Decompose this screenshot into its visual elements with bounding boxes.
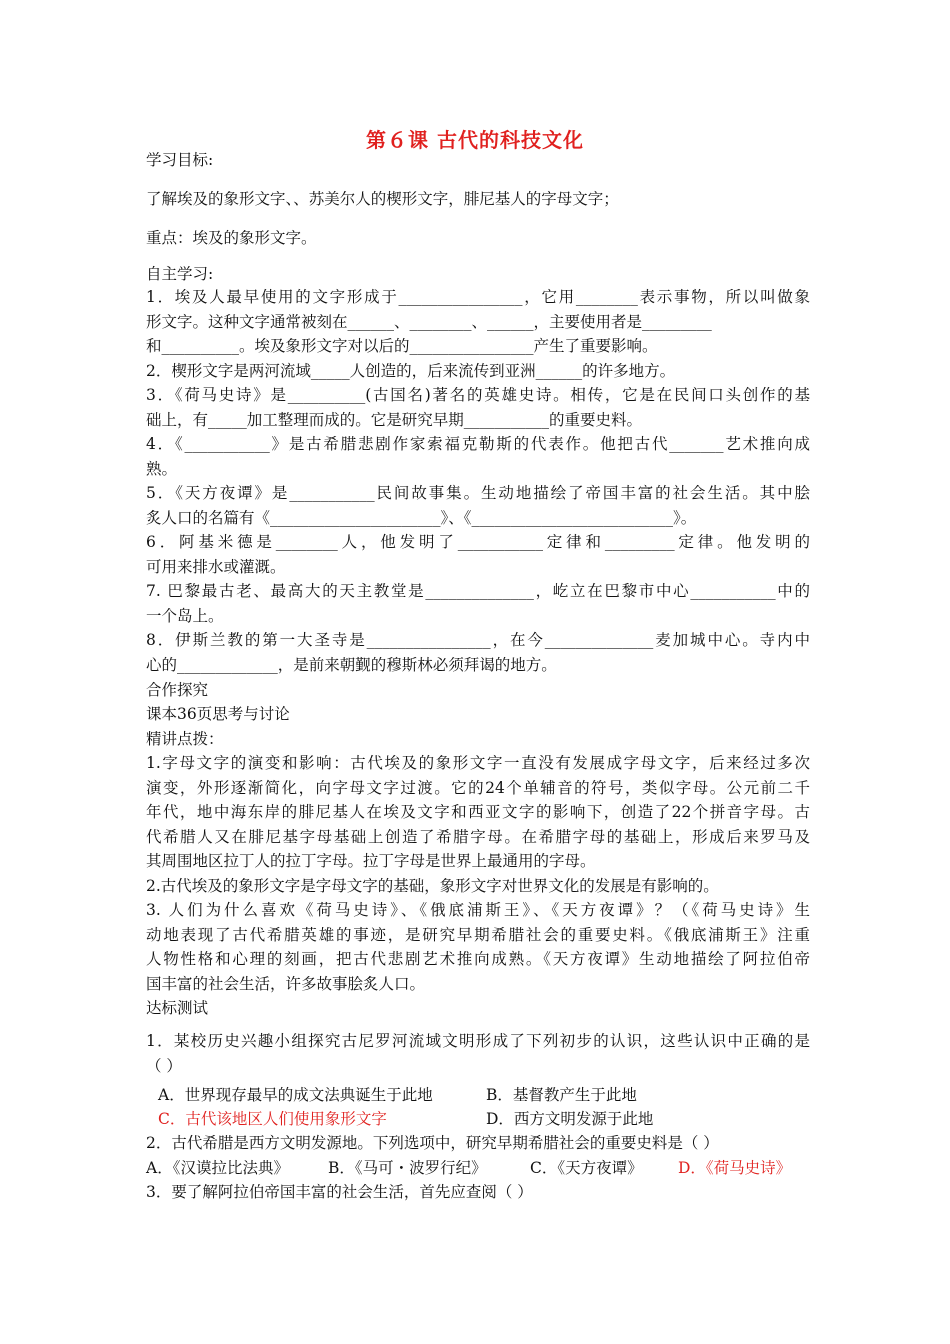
goals-heading: 学习目标:	[146, 151, 214, 169]
coop-text: 课本36页思考与讨论	[146, 705, 290, 723]
self-study-line: 1．埃及人最早使用的文字形成于________________，它用________表示事物，所以叫做象	[146, 288, 810, 306]
self-study-line: 4．《___________》是古希腊悲剧作家索福克勒斯的代表作。他把古代_______艺术推向成	[146, 435, 810, 453]
explain-line: 演变，外形逐渐简化，向字母文字过渡。它的24个单辅音的符号，类似字母。公元前二千	[146, 779, 810, 797]
q1-option-d: D．西方文明发源于此地	[486, 1110, 654, 1128]
self-study-line: 7. 巴黎最古老、最高大的天主教堂是______________，屹立在巴黎市中心___________中的	[146, 582, 810, 600]
question-3-stem: 3．要了解阿拉伯帝国丰富的社会生活，首先应查阅（ ）	[146, 1183, 533, 1201]
coop-heading: 合作探究	[146, 681, 209, 699]
self-study-heading: 自主学习:	[146, 265, 214, 283]
key-point: 重点：埃及的象形文字。	[146, 229, 317, 247]
q1-option-b: B．基督教产生于此地	[486, 1086, 637, 1104]
self-study-line: 可用来排水或灌溉。	[146, 558, 286, 576]
test-heading: 达标测试	[146, 999, 209, 1017]
self-study-line: 5．《天方夜谭》是___________民间故事集。生动地描绘了帝国丰富的社会生活。其中脍	[146, 484, 810, 502]
q1-option-a: A．世界现存最早的成文法典诞生于此地	[158, 1086, 433, 1104]
explain-line: 其周围地区拉丁人的拉丁字母。拉丁字母是世界上最通用的字母。	[146, 852, 596, 870]
q2-option-a: A．《汉谟拉比法典》	[146, 1159, 289, 1177]
self-study-line: 6．阿基米德是________人，他发明了___________定律和_________定律。他发明的	[146, 533, 810, 551]
explain-line: 动地表现了古代希腊英雄的事迹，是研究早期希腊社会的重要史料。《俄底浦斯王》注重	[146, 926, 810, 944]
goals-text: 了解埃及的象形文字、、苏美尔人的楔形文字，腓尼基人的字母文字；	[146, 190, 619, 208]
explain-line: 年代，地中海东岸的腓尼基人在埃及文字和西亚文字的影响下，创造了22个拼音字母。古	[146, 803, 810, 821]
question-1-paren: （ ）	[146, 1057, 182, 1075]
self-study-line: 心的_____________，是前来朝觐的穆斯林必须拜谒的地方。	[146, 656, 557, 674]
explain-heading: 精讲点拨：	[146, 730, 224, 748]
q2-option-d-answer: D．《荷马史诗》	[678, 1159, 792, 1177]
page-title: 第６课 古代的科技文化	[366, 128, 584, 152]
self-study-line: 8．伊斯兰教的第一大圣寺是________________，在今______________麦加城中心。寺内中	[146, 631, 810, 649]
self-study-line: 础上，有_____加工整理而成的。它是研究早期___________的重要史料。	[146, 411, 643, 429]
explain-line: 3. 人们为什么喜欢《荷马史诗》、《俄底浦斯王》、《天方夜谭》？（《荷马史诗》生	[146, 901, 810, 919]
self-study-line: 3．《荷马史诗》是__________(古国名)著名的英雄史诗。相传，它是在民间口头创作的基	[146, 386, 810, 404]
explain-line: 国丰富的社会生活，许多故事脍炙人口。	[146, 975, 426, 993]
self-study-line: 2．楔形文字是两河流域_____人创造的，后来流传到亚洲______的许多地方。	[146, 362, 676, 380]
self-study-line: 和__________。埃及象形文字对以后的________________产生了重要影响。	[146, 337, 658, 355]
question-1-stem: 1．某校历史兴趣小组探究古尼罗河流域文明形成了下列初步的认识，这些认识中正确的是	[146, 1032, 810, 1050]
q2-option-c: C．《天方夜谭》	[530, 1159, 643, 1177]
self-study-line: 形文字。这种文字通常被刻在______、________、______，主要使用者是_________	[146, 313, 712, 331]
explain-line: 代希腊人又在腓尼基字母基础上创造了希腊字母。在希腊字母的基础上，形成后来罗马及	[146, 828, 810, 846]
q2-option-b: B．《马可・波罗行纪》	[328, 1159, 487, 1177]
self-study-line: 炙人口的名篇有《______________________》、《__________________________》。	[146, 509, 697, 527]
self-study-line: 一个岛上。	[146, 607, 224, 625]
explain-line: 2.古代埃及的象形文字是字母文字的基础，象形文字对世界文化的发展是有影响的。	[146, 877, 719, 895]
question-2-stem: 2．古代希腊是西方文明发源地。下列选项中，研究早期希腊社会的重要史料是（ ）	[146, 1134, 719, 1152]
self-study-line: 熟。	[146, 460, 178, 478]
explain-line: 人物性格和心理的刻画，把古代悲剧艺术推向成熟。《天方夜谭》生动地描绘了阿拉伯帝	[146, 950, 810, 968]
q1-option-c-answer: C．古代该地区人们使用象形文字	[158, 1110, 387, 1128]
explain-line: 1.字母文字的演变和影响：古代埃及的象形文字一直没有发展成字母文字，后来经过多次	[146, 754, 810, 772]
